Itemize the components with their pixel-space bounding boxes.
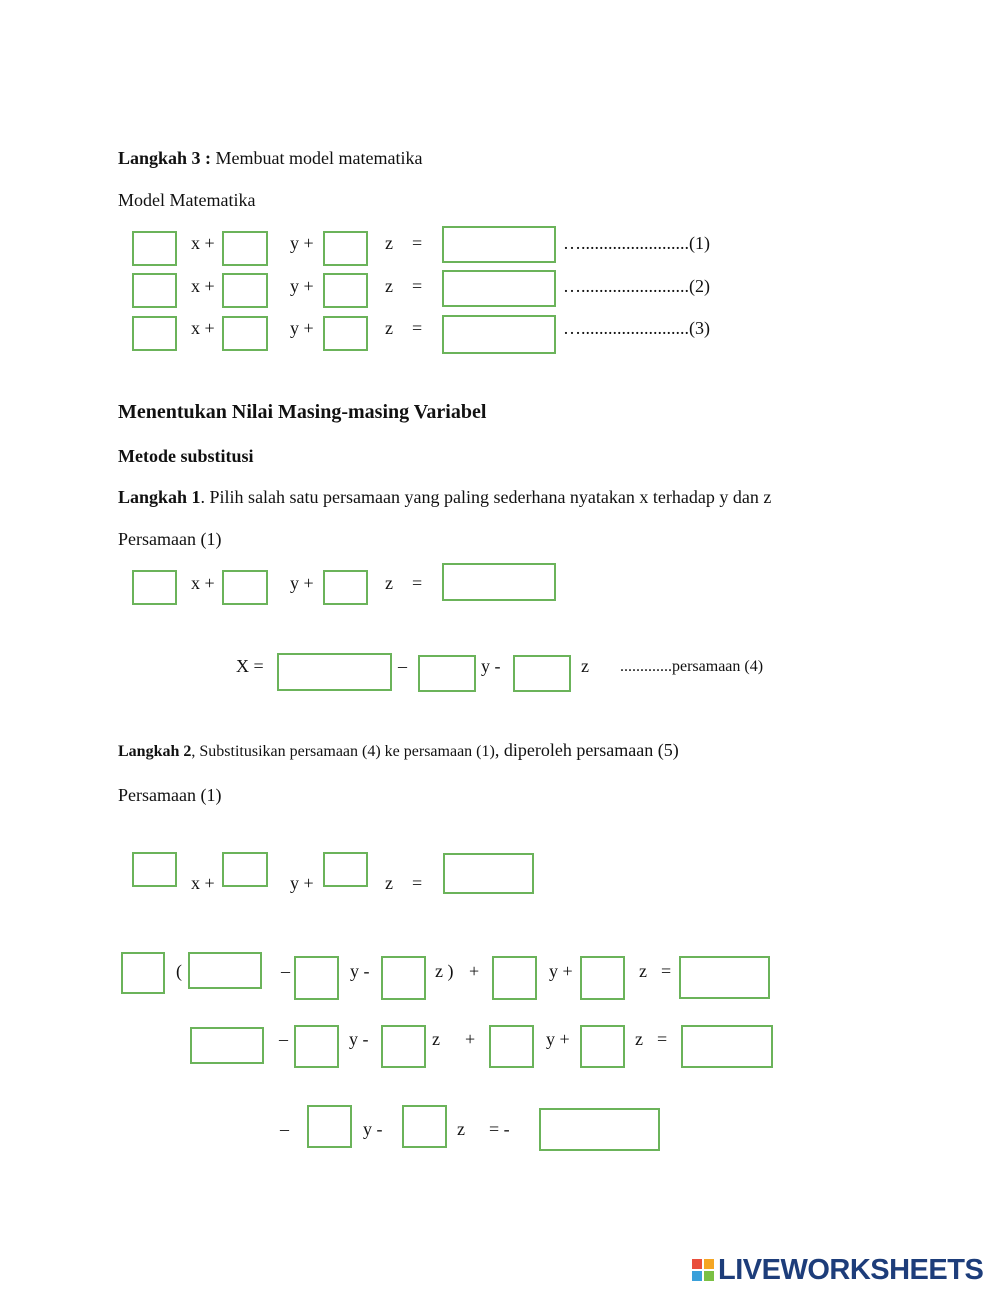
sub-coef-y-input[interactable]: [294, 956, 339, 1000]
sub3-result-input[interactable]: [539, 1108, 660, 1151]
z-label: z: [639, 961, 647, 981]
sub-result-input[interactable]: [679, 956, 770, 999]
z-label: z: [385, 573, 393, 593]
equals-label: =: [412, 318, 423, 338]
open-paren-label: (: [176, 961, 182, 981]
z-label: z: [581, 656, 589, 676]
coef-z-input[interactable]: [323, 316, 368, 351]
method-title: Metode substitusi: [118, 446, 254, 466]
logo-square-green: [704, 1271, 714, 1281]
logo-mark-icon: [692, 1259, 714, 1281]
minus-label: –: [281, 961, 290, 981]
constant-input[interactable]: [442, 315, 556, 354]
coef-x-input[interactable]: [132, 570, 177, 605]
z-close-label: z ): [435, 961, 454, 981]
equation-ref: …........................(2): [563, 276, 710, 296]
equals-label: =: [412, 873, 423, 893]
coef-z-input[interactable]: [323, 273, 368, 308]
y-plus-label: y +: [290, 233, 314, 253]
equals-neg-label: = -: [489, 1119, 510, 1139]
equals-label: =: [412, 276, 423, 296]
sub2-constant-input[interactable]: [190, 1027, 264, 1064]
coef-y-input[interactable]: [222, 852, 268, 887]
persamaan-4-ref: .............persamaan (4): [620, 658, 764, 675]
sub2-coef-y2-input[interactable]: [489, 1025, 534, 1068]
logo-square-red: [692, 1259, 702, 1269]
liveworksheets-logo: [692, 1253, 983, 1287]
x-coef-z-input[interactable]: [513, 655, 571, 692]
coef-z-input[interactable]: [323, 570, 368, 605]
constant-input[interactable]: [442, 563, 556, 601]
constant-input[interactable]: [442, 226, 556, 263]
minus-label: –: [280, 1119, 289, 1139]
step1-heading: [118, 488, 771, 506]
y-plus-label: y +: [549, 961, 573, 981]
minus-label: –: [279, 1029, 288, 1049]
sub-coef-y2-input[interactable]: [492, 956, 537, 1000]
x-plus-label: x +: [191, 873, 215, 893]
z-label: z: [385, 276, 393, 296]
sub-constant-input[interactable]: [188, 952, 262, 989]
x-plus-label: x +: [191, 233, 215, 253]
coef-y-input[interactable]: [222, 231, 268, 266]
equals-label: =: [657, 1029, 668, 1049]
step2-label: Langkah 2: [118, 743, 192, 760]
coef-y-input[interactable]: [222, 316, 268, 351]
sub2-coef-z-input[interactable]: [381, 1025, 426, 1068]
model-title: Model Matematika: [118, 190, 256, 210]
step3-heading: [118, 149, 423, 167]
step3-text: Membuat model matematika: [211, 148, 423, 168]
coef-y-input[interactable]: [222, 570, 268, 605]
plus-label: +: [465, 1029, 476, 1049]
y-plus-label: y +: [290, 318, 314, 338]
sub3-coef-y-input[interactable]: [307, 1105, 352, 1148]
y-minus-label: y -: [350, 961, 370, 981]
y-minus-label: y -: [363, 1119, 383, 1139]
sub3-coef-z-input[interactable]: [402, 1105, 447, 1148]
sub2-result-input[interactable]: [681, 1025, 773, 1068]
equation-ref: …........................(3): [563, 318, 710, 338]
step2-small-text: , Substitusikan persamaan (4) ke persamaan (1): [191, 743, 495, 760]
plus-label: +: [469, 961, 480, 981]
coef-y-input[interactable]: [222, 273, 268, 308]
x-plus-label: x +: [191, 318, 215, 338]
y-minus-label: y -: [349, 1029, 369, 1049]
x-plus-label: x +: [191, 573, 215, 593]
z-label: z: [432, 1029, 440, 1049]
sub-coef-x-input[interactable]: [121, 952, 165, 994]
x-plus-label: x +: [191, 276, 215, 296]
section-title: Menentukan Nilai Masing-masing Variabel: [118, 401, 487, 423]
z-label: z: [385, 873, 393, 893]
z-label: z: [385, 318, 393, 338]
coef-z-input[interactable]: [323, 231, 368, 266]
logo-text: LIVEWORKSHEETS: [718, 1253, 984, 1286]
y-plus-label: y +: [290, 573, 314, 593]
logo-square-orange: [704, 1259, 714, 1269]
constant-input[interactable]: [443, 853, 534, 894]
step1-text: . Pilih salah satu persamaan yang paling sederhana nyatakan x terhadap y dan z: [200, 487, 772, 507]
equation-ref: …........................(1): [563, 233, 710, 253]
y-plus-label: y +: [546, 1029, 570, 1049]
x-equals-label: X =: [236, 656, 264, 676]
z-label: z: [457, 1119, 465, 1139]
equals-label: =: [412, 233, 423, 253]
coef-z-input[interactable]: [323, 852, 368, 887]
minus-label: –: [398, 656, 407, 676]
coef-x-input[interactable]: [132, 273, 177, 308]
persamaan-1-label-2: Persamaan (1): [118, 785, 222, 805]
constant-input[interactable]: [442, 270, 556, 307]
y-plus-label: y +: [290, 276, 314, 296]
z-label: z: [635, 1029, 643, 1049]
sub2-coef-z2-input[interactable]: [580, 1025, 625, 1068]
coef-x-input[interactable]: [132, 231, 177, 266]
step1-label: Langkah 1: [118, 487, 201, 507]
equals-label: =: [661, 961, 672, 981]
sub-coef-z2-input[interactable]: [580, 956, 625, 1000]
y-minus-label: y -: [481, 656, 501, 676]
z-label: z: [385, 233, 393, 253]
equals-label: =: [412, 573, 423, 593]
step3-label: Langkah 3 :: [118, 148, 212, 168]
y-plus-label: y +: [290, 873, 314, 893]
coef-x-input[interactable]: [132, 316, 177, 351]
step2-text: , diperoleh persamaan (5): [494, 740, 679, 760]
logo-square-blue: [692, 1271, 702, 1281]
x-constant-input[interactable]: [277, 653, 392, 691]
coef-x-input[interactable]: [132, 852, 177, 887]
sub2-coef-y-input[interactable]: [294, 1025, 339, 1068]
step2-heading: [118, 741, 679, 760]
persamaan-1-label: Persamaan (1): [118, 529, 222, 549]
x-coef-y-input[interactable]: [418, 655, 476, 692]
sub-coef-z-input[interactable]: [381, 956, 426, 1000]
